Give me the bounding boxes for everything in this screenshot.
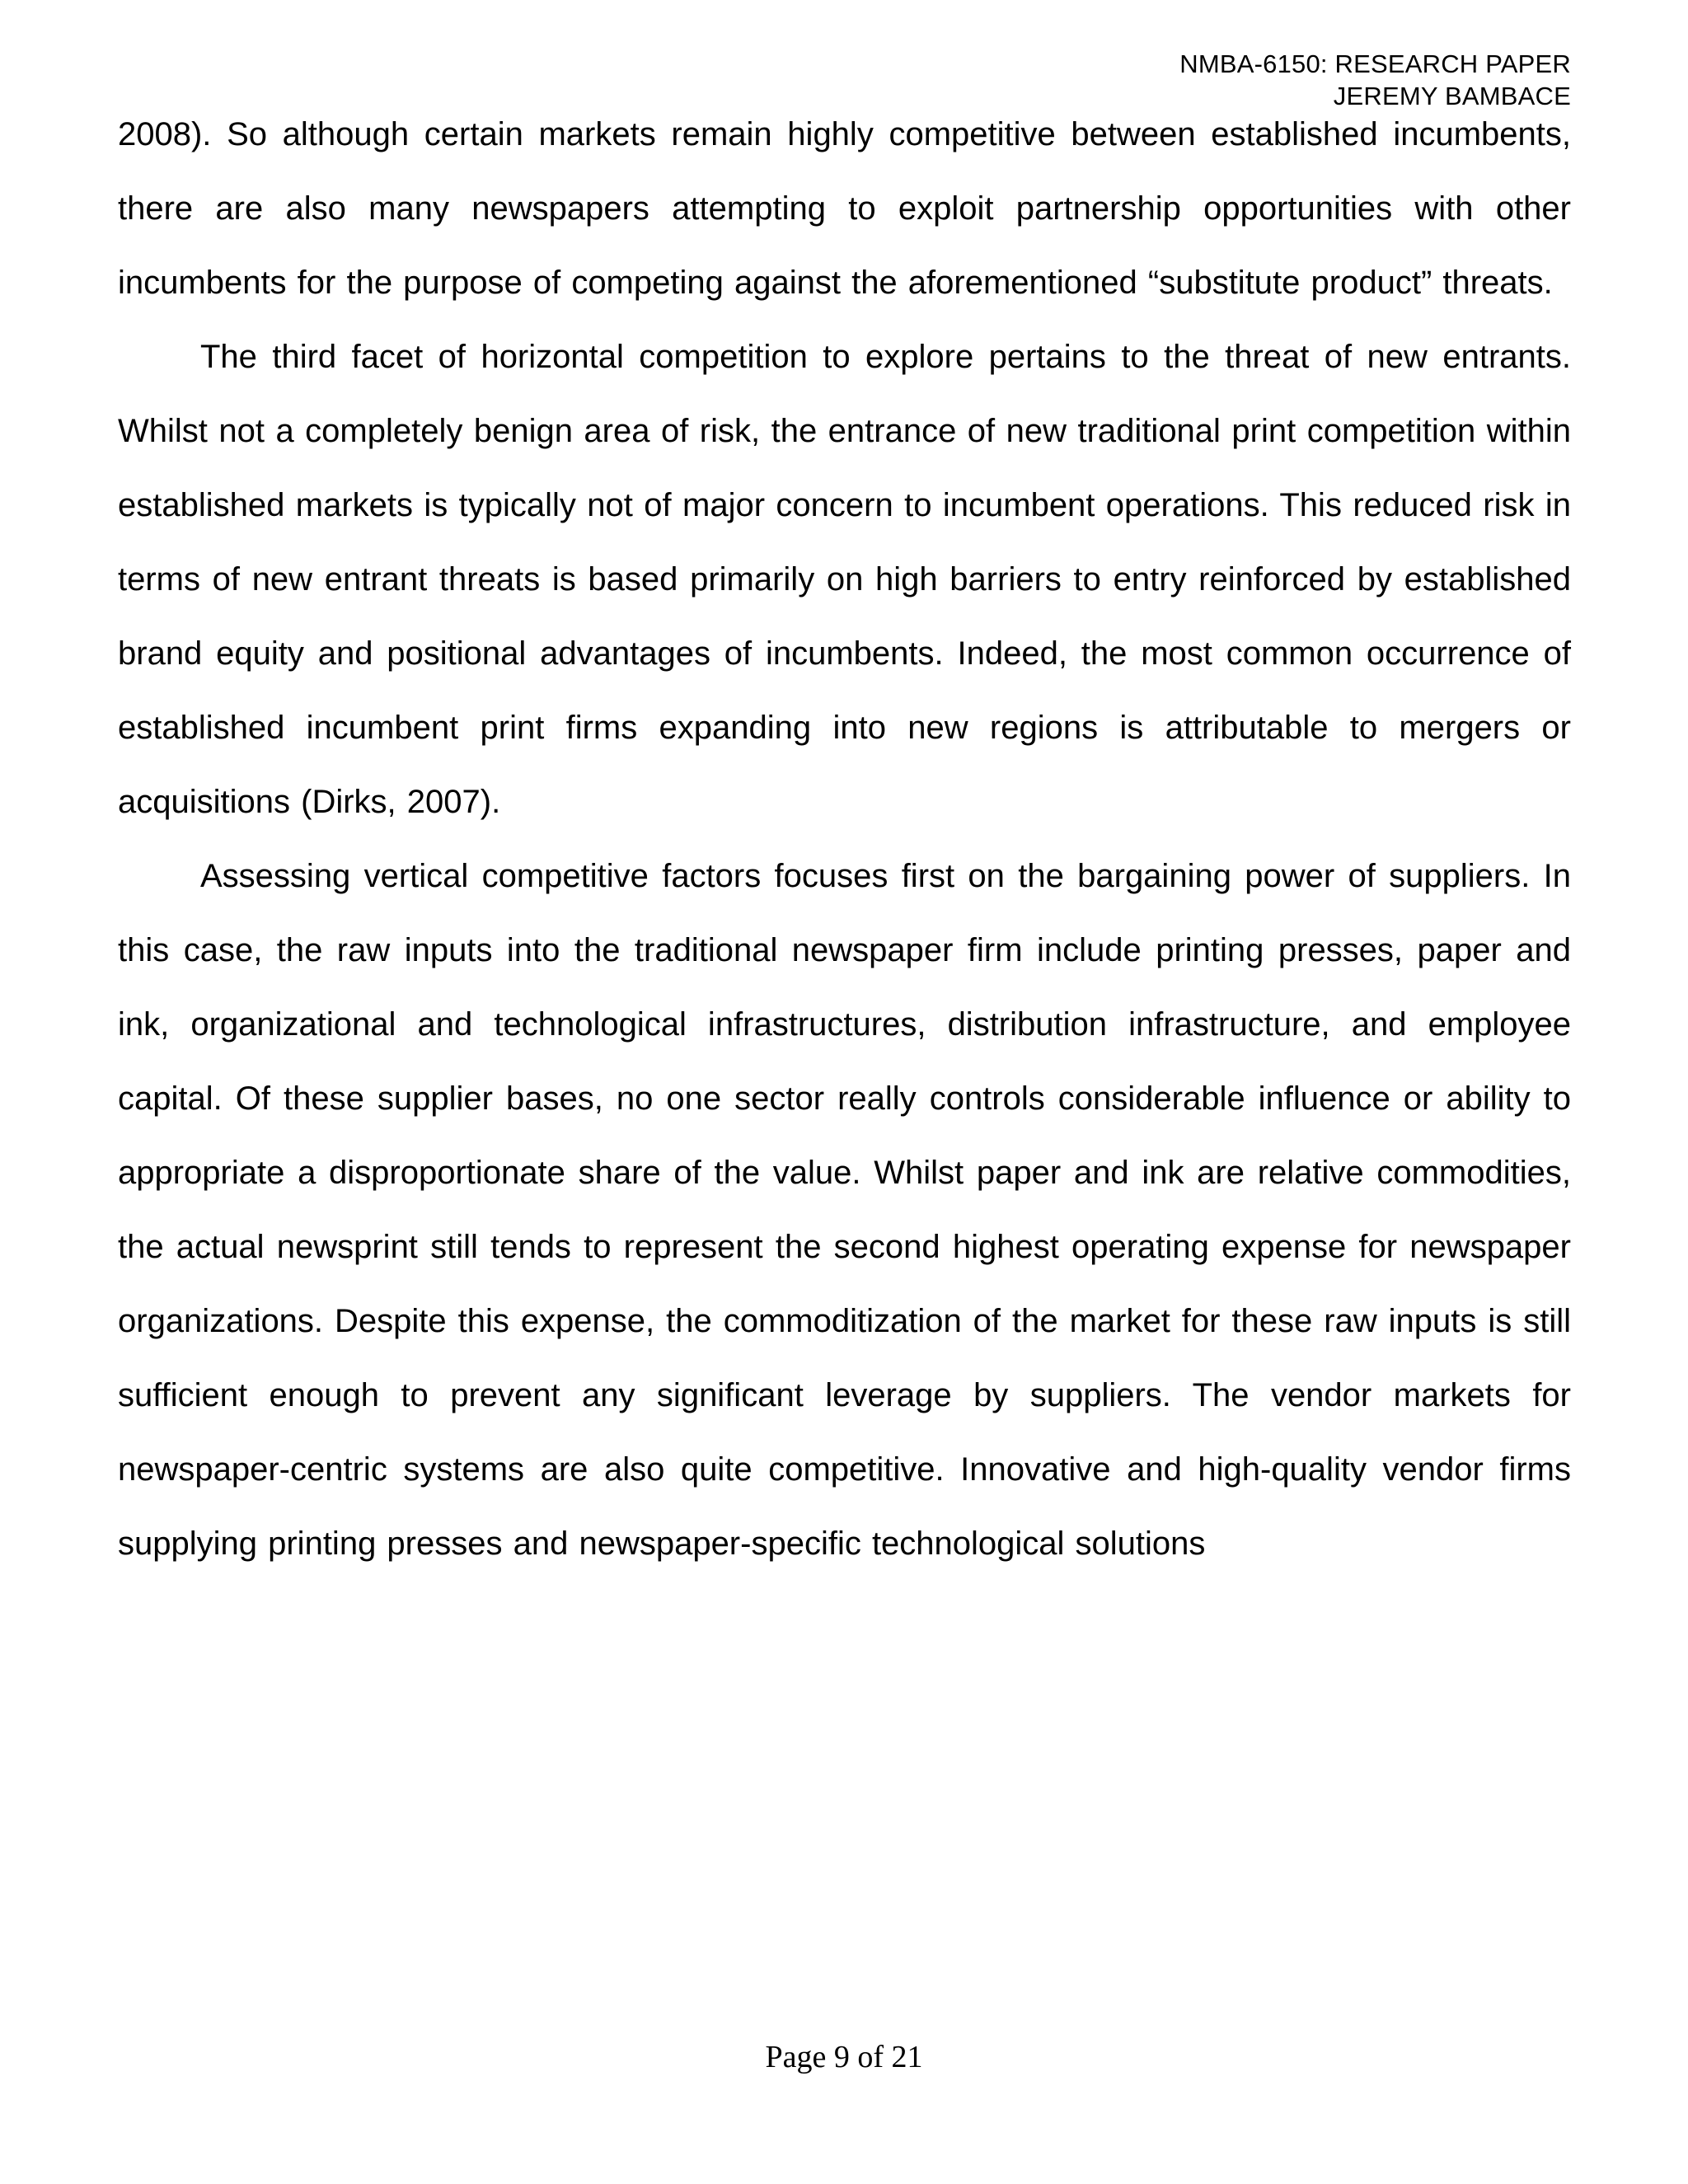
paragraph: The third facet of horizontal competition to explore pertains to the threat of new entrants. Whilst not a completely benign area of risk, the entrance of new traditional print competition within established markets is typically not of major concern to incumbent operations. This reduced risk in terms of new entrant threats is based primarily on high barriers to entry reinforced by established brand equity and positional advantages of incumbents. Indeed, the most common occurrence of established incumbent print firms expanding into new regions is attributable to mergers or acquisitions (Dirks, 2007). (118, 339, 1571, 820)
header-author-name: JEREMY BAMBACE (1333, 82, 1571, 110)
paragraph: Assessing vertical competitive factors focuses first on the bargaining power of suppliers. In this case, the raw inputs into the traditional newspaper firm include printing presses, paper and ink, organizational and technological infrastructures, distribution infrastructure, and employee capital. Of these supplier bases, no one sector really controls considerable influence or ability to appropriate a disproportionate share of the value. Whilst paper and ink are relative commodities, the actual newsprint still tends to represent the second highest operating expense for newspaper organizations. Despite this expense, the commoditization of the market for these raw inputs is still sufficient enough to prevent any significant leverage by suppliers. The vendor markets for newspaper-centric systems are also quite competitive. Innovative and high-quality vendor firms supplying printing presses and newspaper-specific technological solutions (118, 858, 1571, 1562)
page-footer: Page 9 of 21 (765, 2040, 923, 2074)
document-body (118, 97, 1571, 1581)
paragraph: 2008). So although certain markets remain highly competitive between established incumbents, there are also many newspapers attempting to exploit partnership opportunities with other incumbents for the purpose of competing against the aforementioned “substitute product” threats. (118, 116, 1571, 301)
header-course-title: NMBA-6150: RESEARCH PAPER (1179, 49, 1571, 78)
